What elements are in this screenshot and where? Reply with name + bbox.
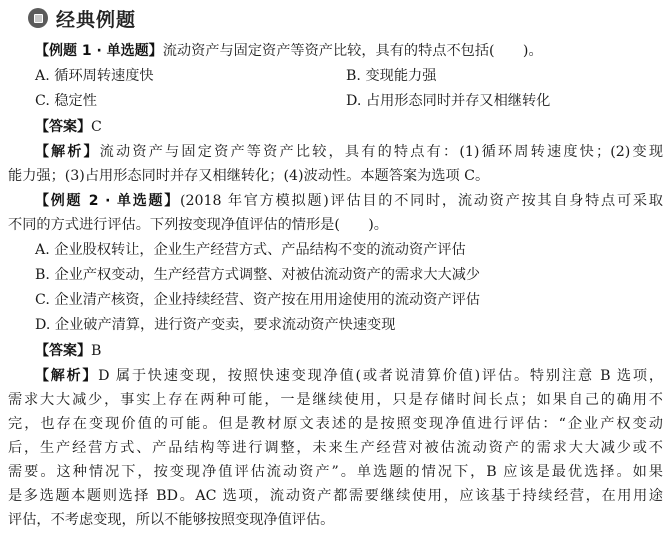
q1-option-c: C. 稳定性 (35, 93, 97, 109)
q2-analysis-tag: 【解析】 (35, 368, 99, 384)
q1-analysis-text-1: 流动资产与固定资产等资产比较，具有的特点有：(1)循环周转速度快；(2)变现 (99, 144, 663, 160)
q1-stem: 流动资产与固定资产等资产比较，具有的特点不包括( )。 (162, 43, 543, 59)
q2-answer: B (91, 343, 102, 359)
q2-option-d: D. 企业破产清算，进行资产变卖，要求流动资产快速变现 (35, 317, 396, 333)
q1-option-d: D. 占用形态同时并存又相继转化 (346, 93, 551, 109)
q2-analysis-line-6: 是多选题本题则选择 BD。AC 选项，流动资产都需要继续使用，应该基于持续经营，在用用途 (8, 488, 663, 504)
q2-option-b: B. 企业产权变动，生产经营方式调整、对被估流动资产的需求大大减少 (35, 267, 481, 283)
q1-tag: 【例题 1 · 单选题】 (35, 43, 163, 59)
q2-tag: 【例题 2 · 单选题】 (35, 193, 180, 209)
q1-analysis-line-1 (35, 140, 663, 164)
q2-stem-line-2: 不同的方式进行评估。下列按变现净值评估的情形是( )。 (8, 217, 388, 233)
q2-analysis-line-1 (35, 364, 663, 388)
q2-analysis-text-1: D 属于快速变现，按照快速变现净值(或者说清算价值)评估。特别注意 B 选项， (98, 368, 663, 384)
section-header (28, 5, 136, 31)
q2-analysis-line-7: 评估，不考虑变现，所以不能够按照变现净值评估。 (8, 512, 335, 528)
q2-analysis-line-3: 完，也存在变现价值的可能。但是教材原文表述的是按照变现净值进行评估：“企业产权变动 (8, 416, 663, 432)
q1-answer-line (35, 115, 102, 139)
q2-analysis-line-2: 需求大大减少，事实上存在两种可能，一是继续使用，只是存储时间长点；如果自己的确用不 (8, 392, 663, 408)
q2-answer-line (35, 339, 101, 363)
q1-answer-tag: 【答案】 (35, 119, 91, 135)
q1-option-b: B. 变现能力强 (346, 68, 437, 84)
q1-option-a: A. 循环周转速度快 (35, 68, 154, 84)
q2-option-c: C. 企业清产核资，企业持续经营、资产按在用用途使用的流动资产评估 (35, 292, 480, 308)
square-circle-icon (28, 8, 48, 28)
q2-stem-line-1 (35, 189, 663, 213)
q2-option-a: A. 企业股权转让，企业生产经营方式、产品结构不变的流动资产评估 (35, 242, 466, 258)
q1-analysis-line-2: 能力强；(3)占用形态同时并存又相继转化；(4)波动性。本题答案为选项 C。 (8, 168, 490, 184)
section-title: 经典例题 (56, 8, 137, 31)
q2-answer-tag: 【答案】 (35, 343, 91, 359)
q1-answer: C (91, 119, 102, 135)
q1-analysis-tag: 【解析】 (35, 144, 100, 160)
q2-analysis-line-4: 后，生产经营方式、产品结构等进行调整，未来生产经营对被估流动资产的需求大大减少或不 (8, 440, 663, 456)
q2-stem-text-1: (2018 年官方模拟题)评估目的不同时，流动资产按其自身特点可采取 (179, 193, 663, 209)
q2-analysis-line-5: 需要。这种情况下，按变现净值评估流动资产”。单选题的情况下，B 应该是最优选择。如果 (8, 464, 663, 480)
q1-stem-line (35, 39, 543, 63)
